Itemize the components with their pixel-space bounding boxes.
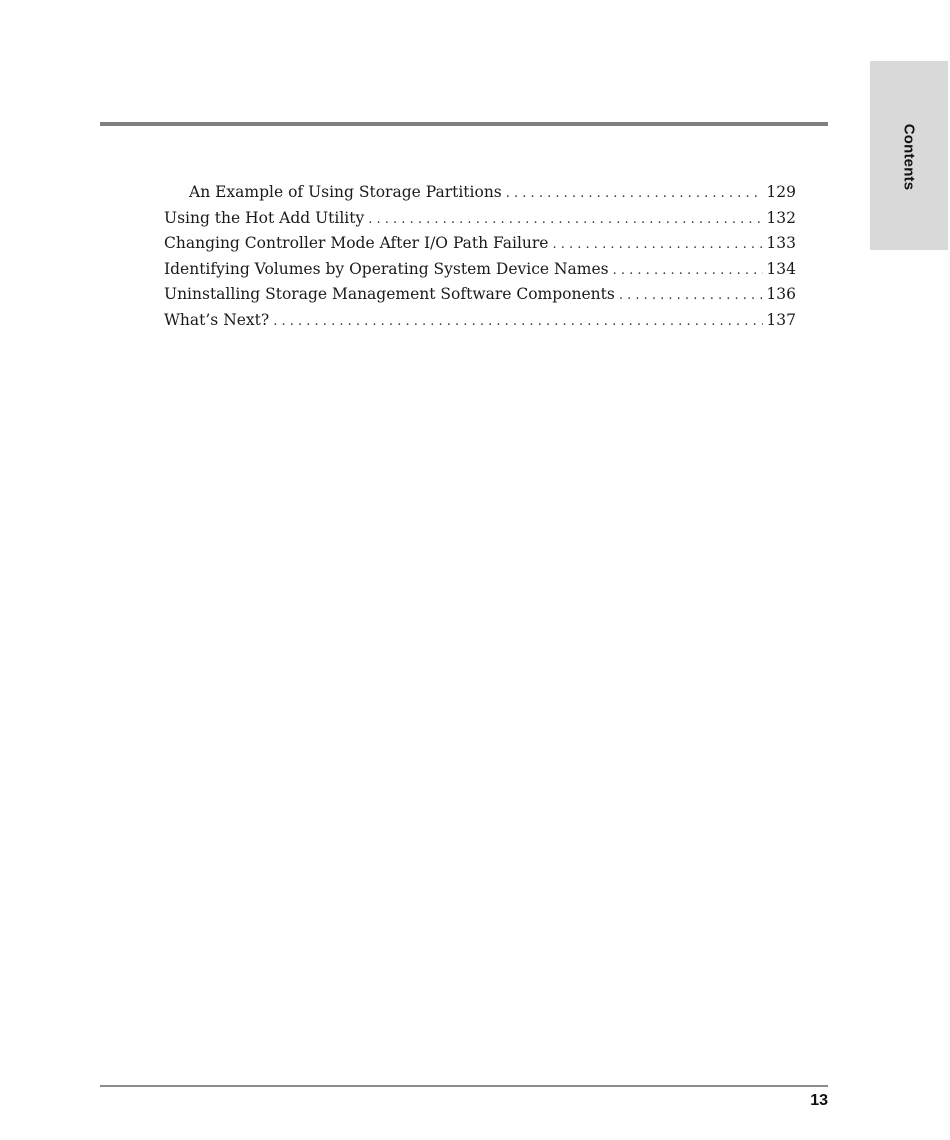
footer-rule (100, 1085, 828, 1087)
toc-entry[interactable] (164, 180, 796, 206)
toc-entry-title: Identifying Volumes by Operating System Device Names (164, 259, 609, 278)
toc-entry[interactable] (164, 308, 796, 334)
toc-entry[interactable] (164, 206, 796, 232)
toc-dot-leader (613, 258, 764, 283)
toc-dot-leader (506, 181, 764, 206)
toc-entry-page: 132 (766, 208, 796, 227)
toc-entry-title: Changing Controller Mode After I/O Path Failure (164, 234, 549, 253)
toc-dot-leader (552, 232, 763, 257)
toc-entry[interactable] (164, 282, 796, 308)
page-number: 13 (810, 1092, 828, 1109)
toc-entry-title: An Example of Using Storage Partitions (189, 183, 502, 201)
header-rule (100, 122, 828, 126)
toc-entry-page: 129 (766, 183, 796, 201)
toc-entry-title: Using the Hot Add Utility (164, 208, 365, 227)
toc-entry-page: 133 (766, 234, 796, 253)
toc-dot-leader (368, 207, 763, 232)
toc-entry-page: 137 (766, 310, 796, 329)
contents-side-tab (870, 61, 948, 250)
table-of-contents (164, 180, 796, 334)
toc-entry-page: 136 (766, 285, 796, 304)
toc-entry[interactable] (164, 231, 796, 257)
toc-entry-title: Uninstalling Storage Management Software Components (164, 285, 615, 304)
side-tab-label: Contents (900, 123, 918, 191)
toc-dot-leader (273, 309, 763, 334)
toc-entry-page: 134 (766, 259, 796, 278)
toc-entry-title: What’s Next? (164, 310, 270, 329)
toc-entry[interactable] (164, 257, 796, 283)
toc-dot-leader (619, 283, 764, 308)
